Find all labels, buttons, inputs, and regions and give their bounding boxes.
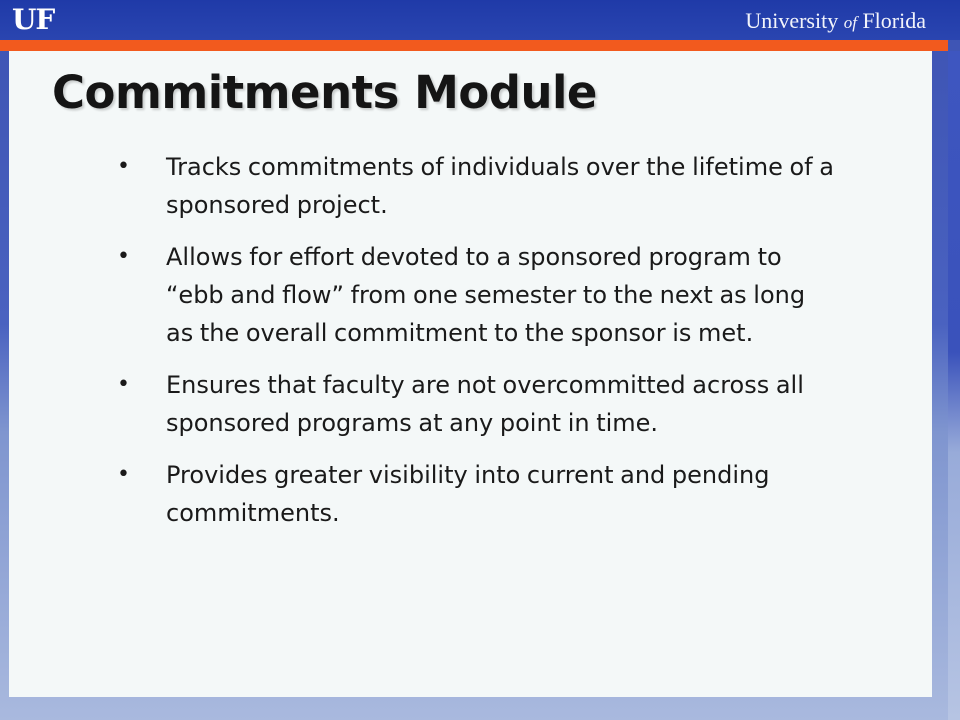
institution-name-prefix: University: [745, 8, 839, 33]
bullet-list: [117, 148, 837, 546]
institution-name-of: of: [843, 13, 857, 32]
bullet-text: Allows for effort devoted to a sponsored program to “ebb and flow” from one semester to the next as long as the overall commitment to the sponsor is met.: [166, 243, 806, 347]
right-border-frame: [948, 51, 960, 720]
bullet-text: Provides greater visibility into current and pending commitments.: [166, 461, 770, 527]
bullet-text: Ensures that faculty are not overcommitted across all sponsored programs at any point in time.: [166, 371, 804, 437]
bullet-item: [117, 238, 837, 352]
header-bar: [0, 0, 960, 40]
bullet-item: [117, 456, 837, 532]
bullet-dot-icon: •: [117, 244, 130, 269]
bullet-dot-icon: •: [117, 154, 130, 179]
bullet-item: [117, 148, 837, 224]
bullet-text: Tracks commitments of individuals over the lifetime of a sponsored project.: [166, 153, 834, 219]
slide-title: Commitments Module: [52, 66, 597, 119]
bullet-dot-icon: •: [117, 462, 130, 487]
institution-name-suffix: Florida: [862, 8, 926, 33]
bullet-item: [117, 366, 837, 442]
institution-wordmark: [745, 8, 926, 36]
uf-logo: UF: [12, 3, 55, 36]
bullet-dot-icon: •: [117, 372, 130, 397]
orange-accent-stripe: [0, 40, 948, 51]
